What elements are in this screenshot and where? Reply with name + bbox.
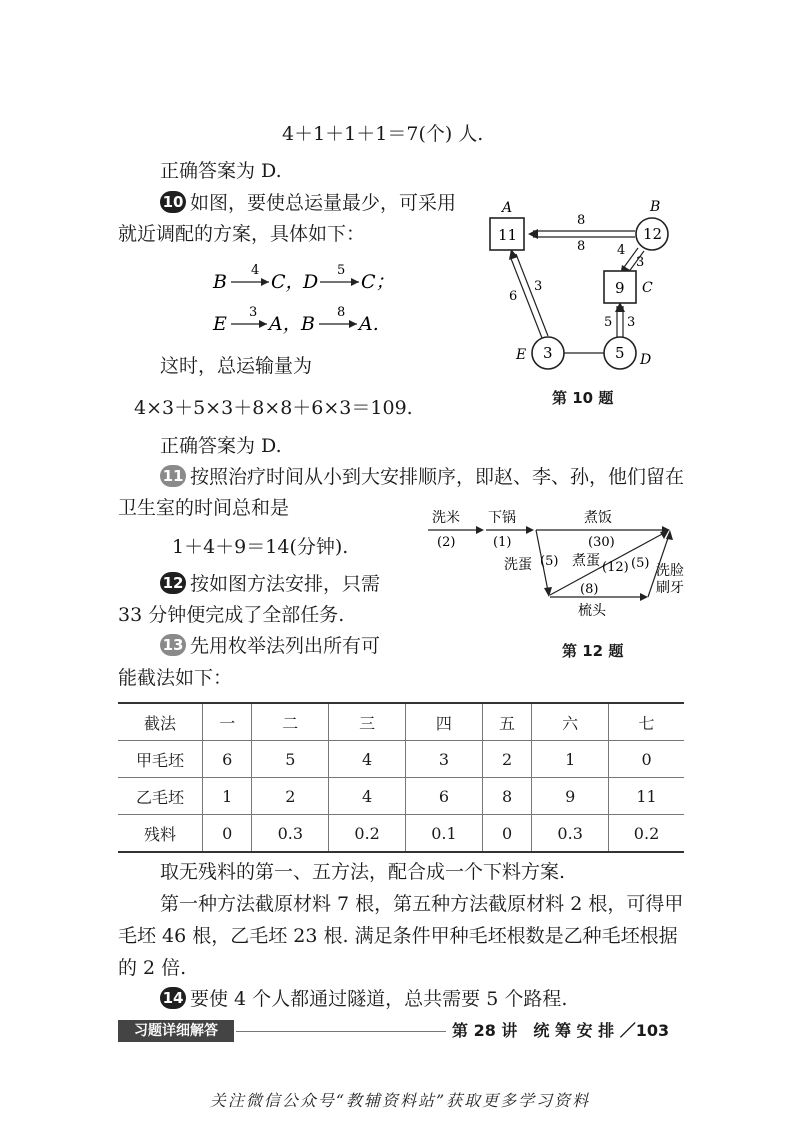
route-from-d: D	[303, 271, 319, 293]
node-e-value: 3	[543, 344, 553, 362]
problem-12-badge: 12	[160, 572, 186, 594]
arrowhead	[640, 593, 648, 601]
table-cell: 0.3	[532, 815, 609, 853]
figure-10-caption: 第 10 题	[552, 389, 614, 407]
route-formulas	[205, 258, 405, 338]
route-amount: 4	[251, 263, 260, 278]
table-cell: 0.1	[406, 815, 483, 853]
table-cell: 0.2	[329, 815, 406, 853]
problem-13-badge: 13	[160, 634, 186, 656]
problem-10-line1: 10 如图，要使总运量最少，可采用	[160, 189, 456, 217]
table-header-cell: 四	[406, 703, 483, 741]
table-cell: 11	[609, 778, 684, 815]
edge-label: 4	[617, 243, 626, 258]
problem-11-equation: 1＋4＋9＝14(分钟).	[172, 536, 349, 558]
table-cell: 0.3	[252, 815, 329, 853]
edge-label: 6	[509, 289, 518, 304]
edge-label: 3	[627, 315, 636, 330]
watermark-text: 关注微信公众号“教辅资料站”获取更多学习资料	[209, 1091, 591, 1110]
route-to-a: A.	[359, 313, 379, 335]
table-row-label: 残料	[118, 815, 203, 853]
table-cell: 0	[482, 815, 531, 853]
label-brush-teeth: 刷牙	[656, 580, 684, 596]
edge-e-a	[516, 254, 548, 336]
problem-11-line1: 11 按照治疗时间从小到大安排顺序，即赵、李、孙，他们留在	[160, 463, 684, 491]
problem-13-line1: 13 先用枚举法列出所有可	[160, 632, 380, 660]
table-cell: 2	[482, 741, 531, 778]
problem-10-line3: 这时，总运输量为	[160, 355, 313, 377]
problem-14-line1: 14 要使 4 个人都通过隧道，总共需要 5 个路程.	[160, 985, 567, 1013]
label-wash-face: 洗脸	[656, 563, 684, 579]
table-cell: 6	[406, 778, 483, 815]
table-row-label: 乙毛坯	[118, 778, 203, 815]
edge-label: 3	[636, 255, 645, 270]
node-b-label: B	[650, 199, 661, 215]
node-d-label: D	[640, 352, 652, 368]
figure-10-diagram	[478, 192, 708, 392]
route-from-b: B	[301, 313, 315, 335]
table-cell: 5	[252, 741, 329, 778]
table-cell: 4	[329, 741, 406, 778]
table-row	[118, 815, 684, 853]
cutting-methods-table	[118, 702, 684, 853]
label-wash-egg: 洗蛋	[504, 557, 532, 573]
equation-people: 4＋1＋1＋1＝7(个) 人.	[282, 123, 484, 145]
table-header-cell: 三	[329, 703, 406, 741]
table-cell: 2	[252, 778, 329, 815]
answer-line: 正确答案为 D.	[160, 160, 282, 182]
route-to-c: C；	[361, 271, 395, 293]
table-header-cell: 截法	[143, 713, 176, 733]
table-cell: 1	[532, 741, 609, 778]
table-cell: 0.2	[609, 815, 684, 853]
table-header-row	[118, 703, 684, 741]
figure-12-diagram	[420, 505, 700, 630]
route-from-b: B	[213, 271, 227, 293]
table-cell: 4	[329, 778, 406, 815]
table-header-cell: 一	[203, 703, 252, 741]
footer-chapter-page: 第 28 讲 统 筹 安 排 ／103	[452, 1021, 670, 1040]
problem-10-badge: 10	[160, 191, 186, 213]
arrowhead	[476, 526, 484, 534]
table-header-cell: 二	[252, 703, 329, 741]
figure-12-caption: 第 12 题	[562, 642, 624, 660]
node-e-label: E	[516, 347, 527, 363]
table-row	[118, 778, 684, 815]
table-cell: 8	[482, 778, 531, 815]
arrowhead	[526, 526, 534, 534]
label-wash-face-time: (5)	[631, 556, 650, 571]
problem-13-line2: 能截法如下：	[118, 667, 233, 689]
table-cell: 6	[203, 741, 252, 778]
problem-10-line2: 就近调配的方案，具体如下：	[118, 223, 366, 245]
label-cook-egg-time: (12)	[602, 560, 629, 575]
route-to-a: A，	[269, 313, 302, 335]
route-from-e: E	[213, 313, 227, 335]
problem-11-badge: 11	[160, 465, 186, 487]
problem-14-badge: 14	[160, 987, 186, 1009]
node-a-value: 11	[498, 226, 518, 244]
problem-10-answer: 正确答案为 D.	[160, 435, 282, 457]
conclusion-line1: 取无残料的第一、五方法，配合成一个下料方案.	[160, 861, 566, 883]
problem-12-line2: 33 分钟便完成了全部任务.	[118, 604, 345, 626]
route-amount: 8	[337, 305, 346, 320]
route-arrowhead	[349, 320, 357, 328]
route-amount: 5	[337, 263, 346, 278]
route-to-c: C，	[271, 271, 305, 293]
edge-label: 8	[577, 213, 586, 228]
footer-divider	[236, 1031, 446, 1032]
table-header-cell: 五	[482, 703, 531, 741]
route-amount: 3	[249, 305, 258, 320]
label-pot: 下锅	[488, 510, 516, 526]
arrowhead	[544, 587, 552, 597]
problem-11-line2: 卫生室的时间总和是	[118, 497, 290, 519]
route-arrowhead	[259, 320, 267, 328]
node-a-label: A	[502, 200, 513, 216]
label-cook-rice: 煮饭	[584, 510, 612, 526]
node-b-value: 12	[643, 225, 663, 243]
footer-section-tag: 习题详细解答	[118, 1020, 234, 1042]
table-header-cell: 七	[609, 703, 684, 741]
label-cook-rice-time: (30)	[588, 535, 615, 550]
label-wash-egg-time: (5)	[540, 554, 559, 569]
table-cell: 0	[203, 815, 252, 853]
table-cell: 9	[532, 778, 609, 815]
edge-label: 8	[577, 239, 586, 254]
table-row	[118, 741, 684, 778]
conclusion-line3: 毛坯 46 根，乙毛坯 23 根. 满足条件甲种毛坯根数是乙种毛坯根据	[118, 925, 678, 947]
node-c-value: 9	[615, 279, 625, 297]
table-cell: 0	[609, 741, 684, 778]
table-row-label: 甲毛坯	[118, 741, 203, 778]
label-wash-rice: 洗米	[432, 510, 460, 526]
edge-label: 5	[604, 315, 613, 330]
conclusion-line4: 的 2 倍.	[118, 957, 187, 979]
table-cell: 3	[406, 741, 483, 778]
problem-12-line1: 12 按如图方法安排，只需	[160, 570, 380, 598]
node-d-value: 5	[615, 344, 625, 362]
label-comb: 梳头	[578, 603, 606, 619]
label-pot-time: (1)	[493, 535, 512, 550]
label-cook-egg: 煮蛋	[572, 553, 600, 569]
problem-10-equation: 4×3＋5×3＋8×8＋6×3＝109.	[134, 397, 413, 419]
table-cell: 1	[203, 778, 252, 815]
label-comb-time: (8)	[580, 582, 599, 597]
edge-label: 3	[534, 279, 543, 294]
node-c-label: C	[642, 280, 653, 296]
table-header-cell: 六	[532, 703, 609, 741]
label-wash-rice-time: (2)	[437, 535, 456, 550]
route-arrowhead	[351, 278, 359, 286]
conclusion-line2: 第一种方法截原材料 7 根，第五种方法截原材料 2 根，可得甲	[160, 893, 684, 915]
route-arrowhead	[261, 278, 269, 286]
